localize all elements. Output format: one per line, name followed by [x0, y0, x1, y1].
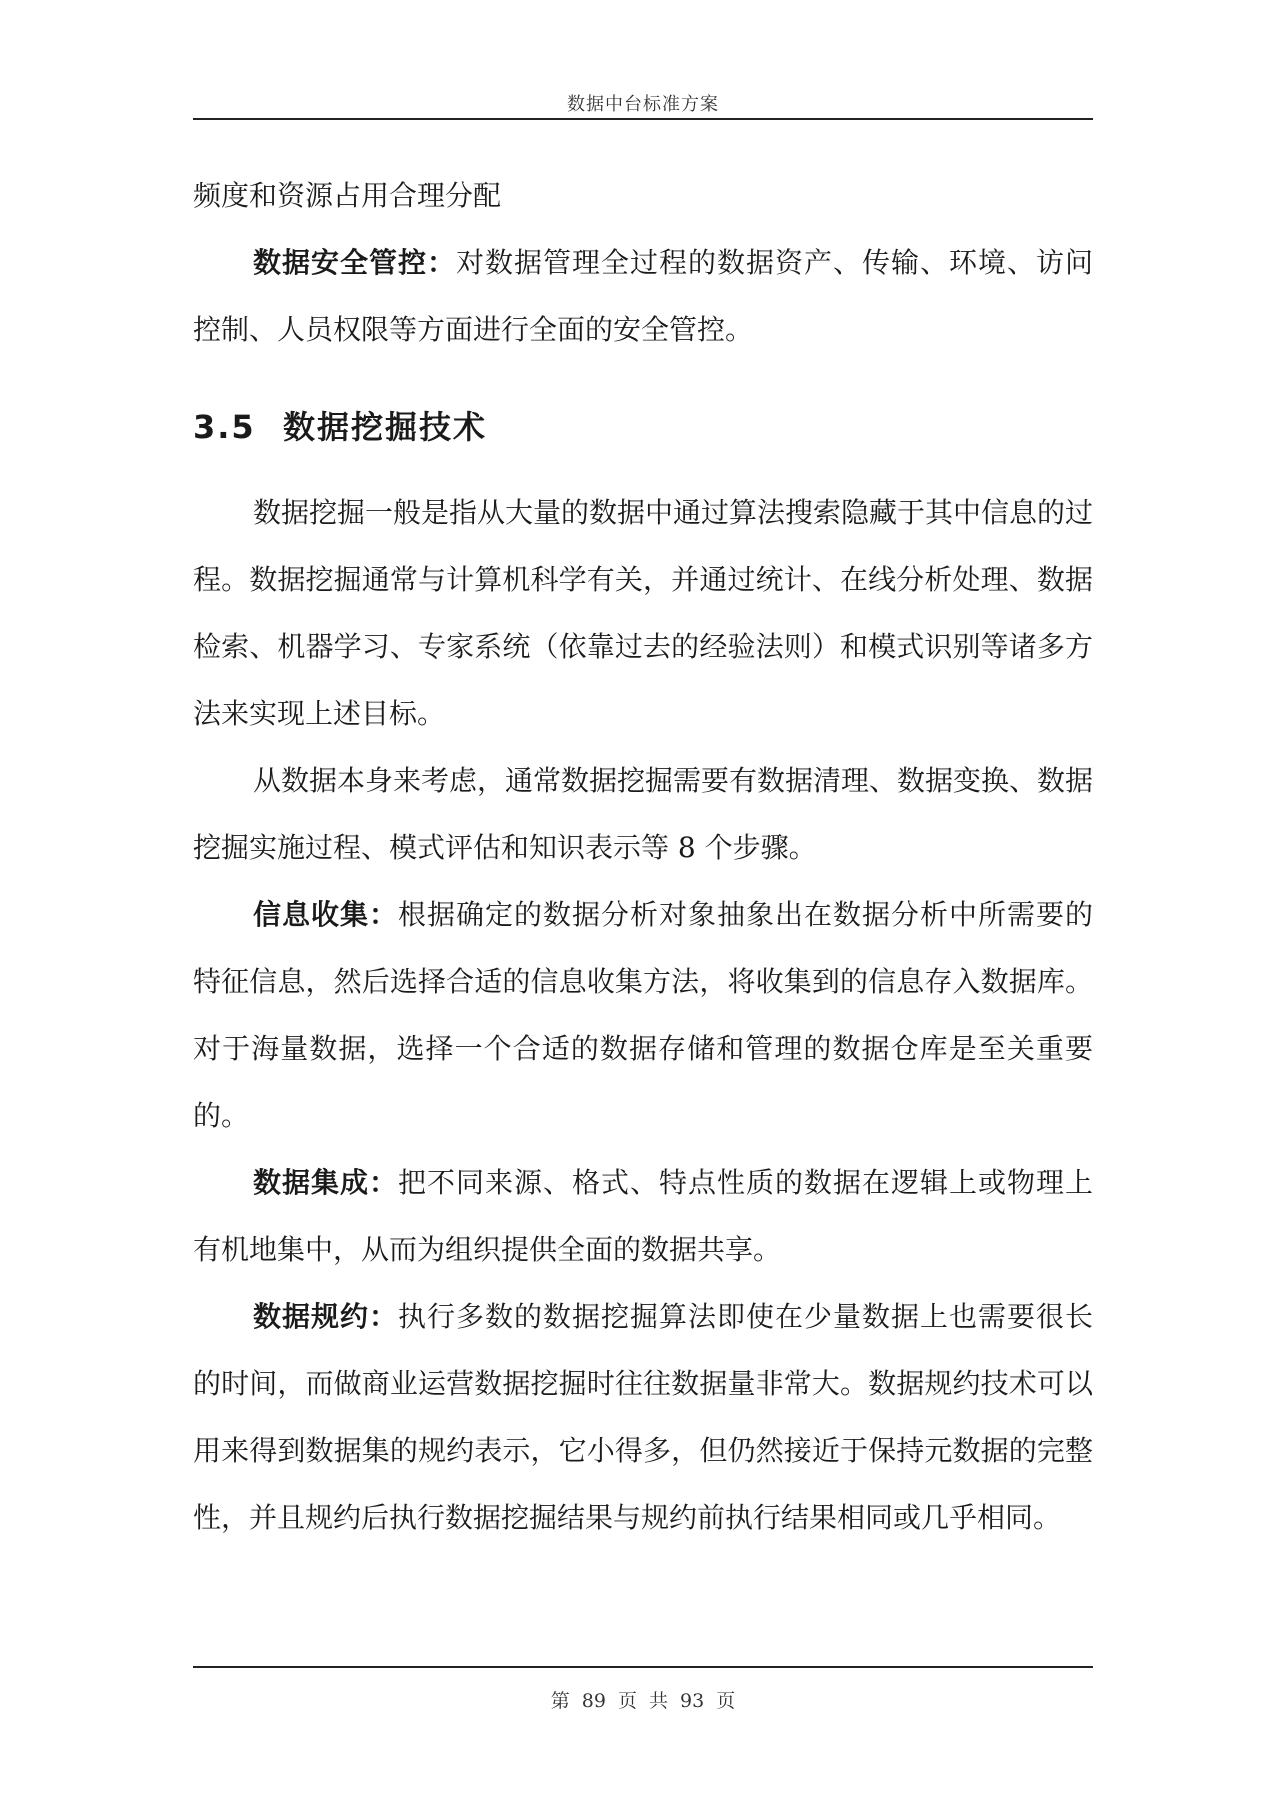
term-data-security: 数据安全管控： [253, 246, 456, 279]
paragraph-info-collection-text: 根据确定的数据分析对象抽象出在数据分析中所需要的特征信息，然后选择合适的信息收集方法，将收集到的信息存入数据库。对于海量数据，选择一个合适的数据存储和管理的数据仓库是至关重要的。 [193, 898, 1093, 1132]
paragraph-data-reduction [193, 1283, 1093, 1551]
footer-divider [193, 1666, 1093, 1668]
paragraph-data-security-text: 对数据管理全过程的数据资产、传输、环境、访问控制、人员权限等方面进行全面的安全管控。 [193, 246, 1093, 346]
term-data-integration: 数据集成： [253, 1166, 398, 1199]
paragraph-data-mining-steps: 从数据本身来考虑，通常数据挖掘需要有数据清理、数据变换、数据挖掘实施过程、模式评估和知识表示等 8 个步骤。 [193, 764, 1094, 864]
paragraph-data-security [193, 229, 1093, 363]
header-divider [193, 118, 1093, 120]
document-body [193, 162, 1093, 1551]
page-header-title: 数据中台标准方案 [567, 94, 719, 115]
term-info-collection: 信息收集： [253, 898, 398, 931]
section-number: 3.5 [193, 408, 256, 446]
term-data-reduction: 数据规约： [253, 1300, 398, 1333]
paragraph-continuation: 频度和资源占用合理分配 [193, 179, 502, 212]
paragraph-info-collection [193, 881, 1093, 1149]
paragraph-data-mining-intro: 数据挖掘一般是指从大量的数据中通过算法搜索隐藏于其中信息的过程。数据挖掘通常与计算机科学有关，并通过统计、在线分析处理、数据检索、机器学习、专家系统（依靠过去的经验法则）和模式识别等诸多方法来实现上述目标。 [193, 496, 1094, 730]
section-title: 数据挖掘技术 [283, 408, 488, 446]
page-number: 第 89 页 共 93 页 [550, 1690, 736, 1712]
paragraph-data-integration [193, 1149, 1093, 1283]
paragraph-data-reduction-text: 执行多数的数据挖掘算法即使在少量数据上也需要很长的时间，而做商业运营数据挖掘时往往数据量非常大。数据规约技术可以用来得到数据集的规约表示，它小得多，但仍然接近于保持元数据的完整性，并且规约后执行数据挖掘结果与规约前执行结果相同或几乎相同。 [193, 1300, 1093, 1534]
section-heading [193, 397, 1093, 457]
paragraph-data-integration-text: 把不同来源、格式、特点性质的数据在逻辑上或物理上有机地集中，从而为组织提供全面的数据共享。 [193, 1166, 1093, 1266]
